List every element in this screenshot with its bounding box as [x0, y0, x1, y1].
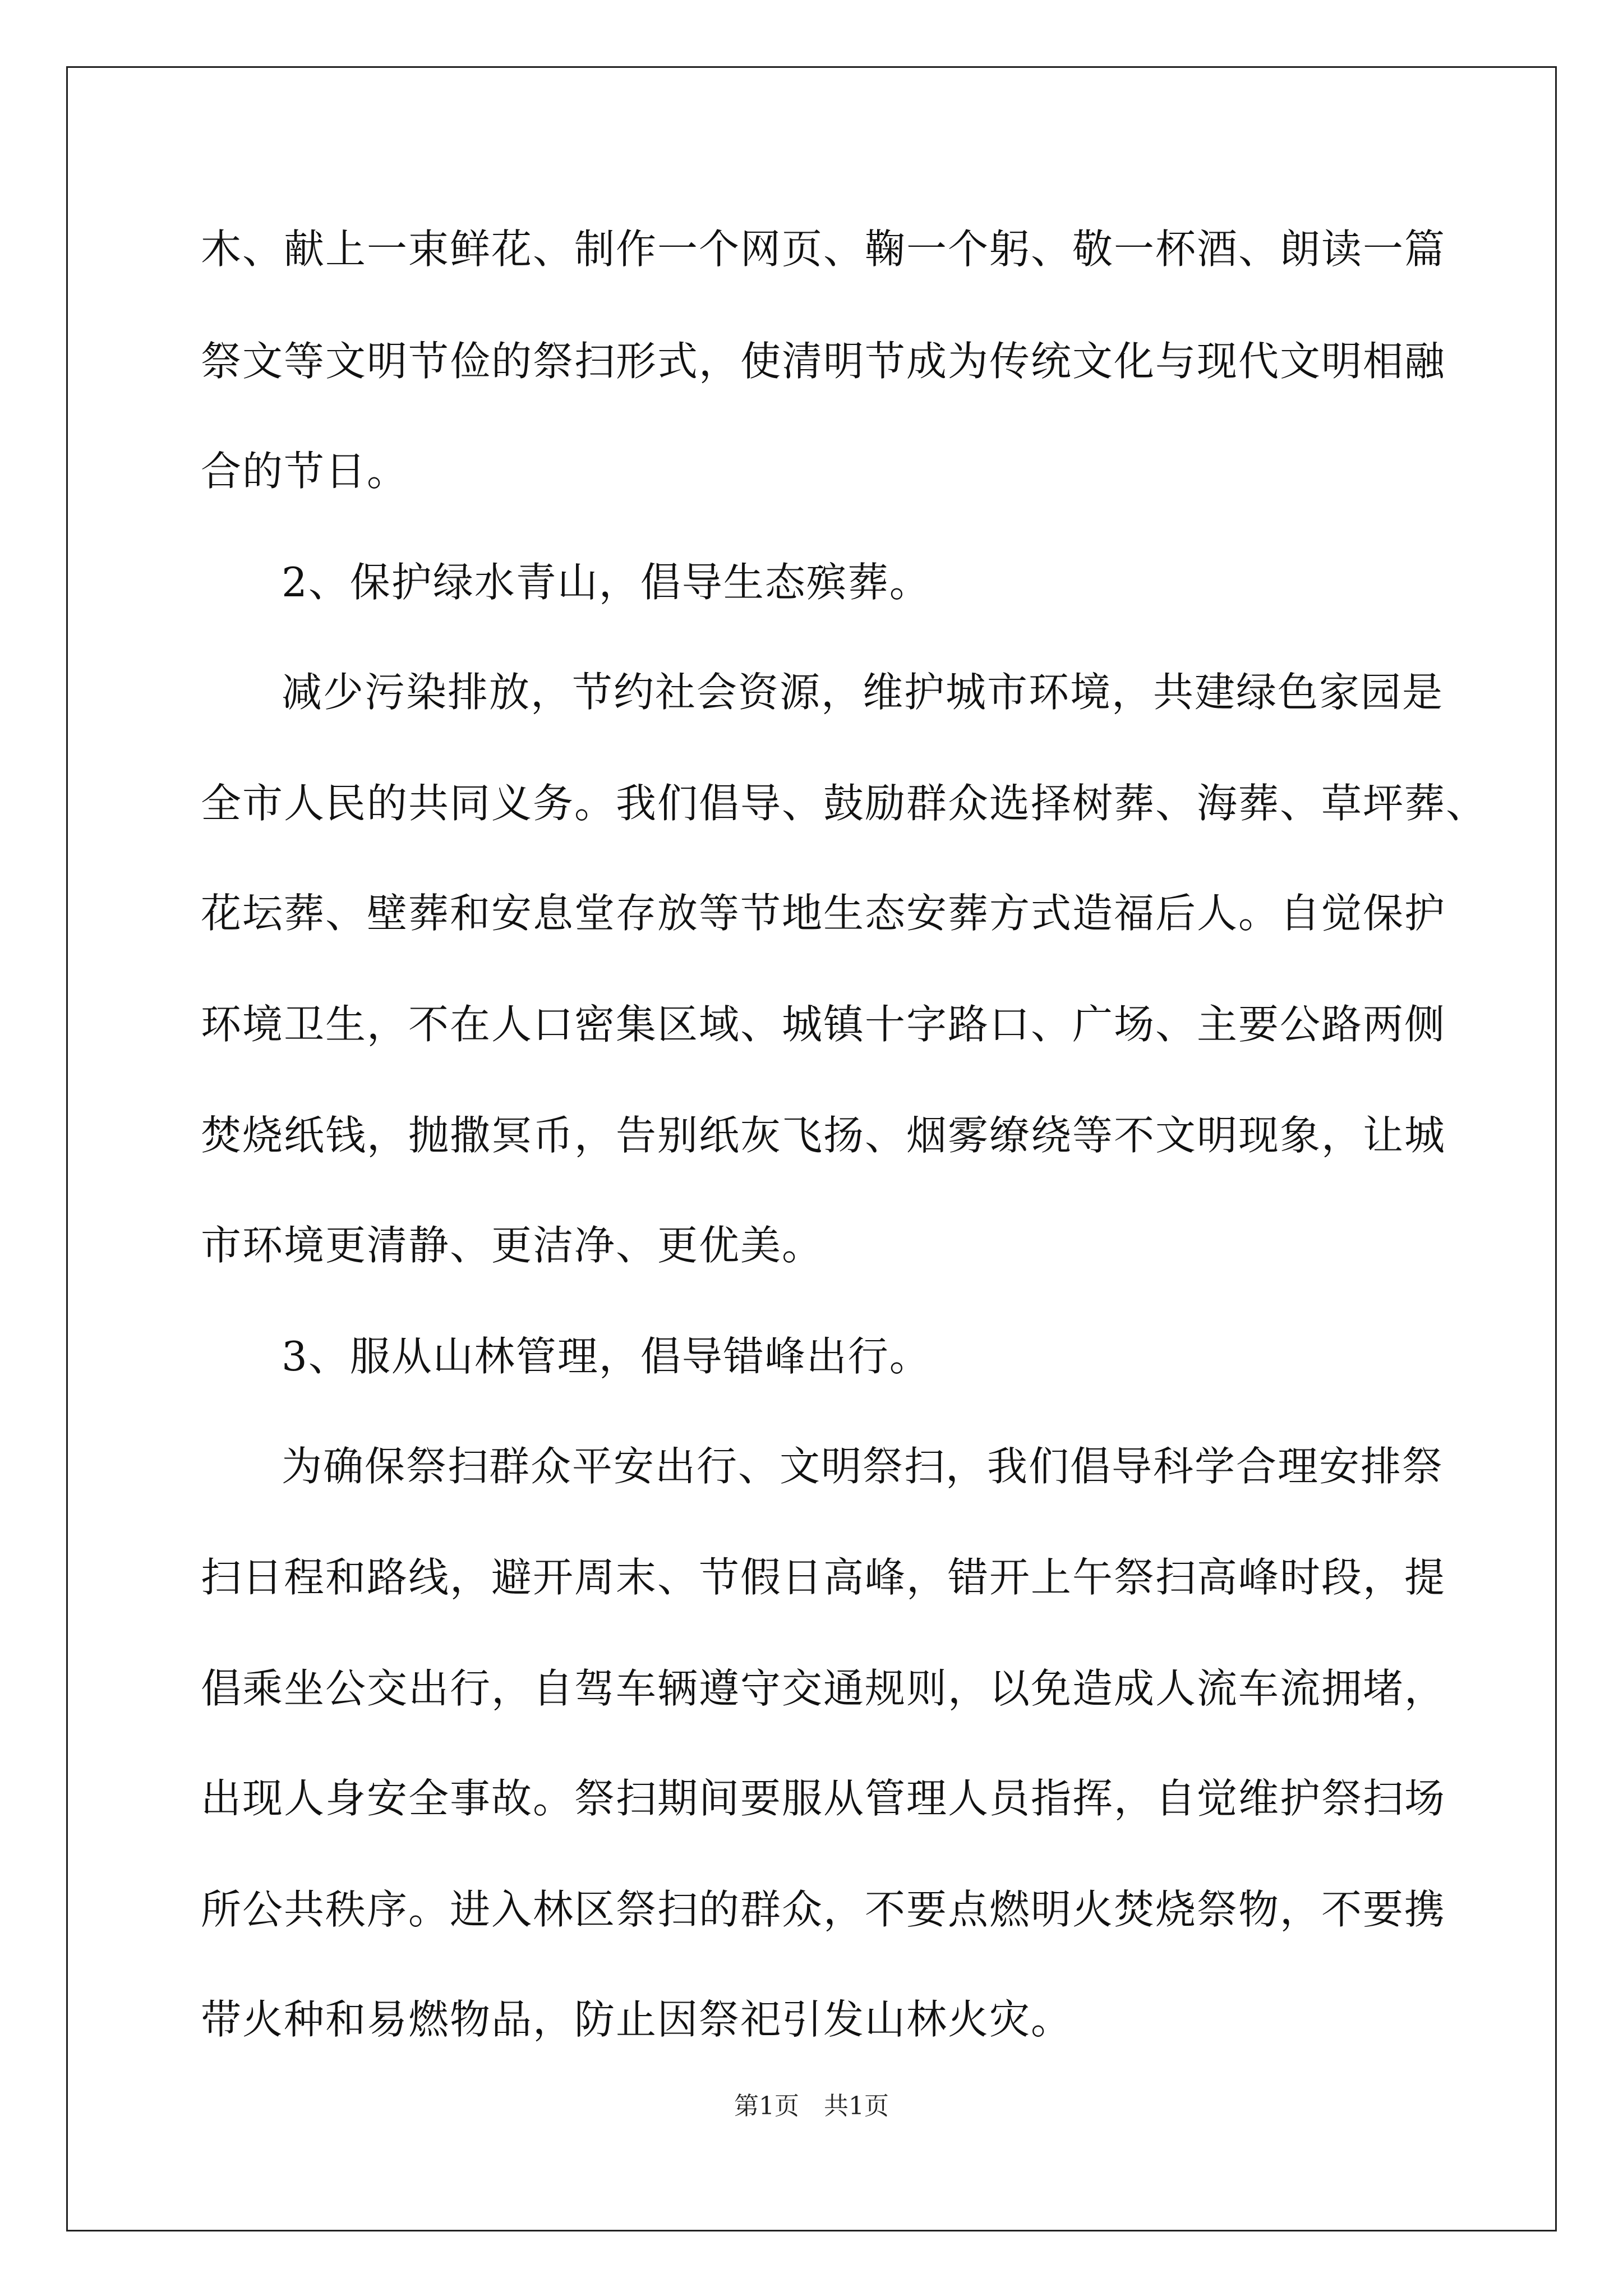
text-line: 环境卫生，不在人口密集区域、城镇十字路口、广场、主要公路两侧: [201, 1001, 1446, 1048]
text-line: 减少污染排放，节约社会资源，维护城市环境，共建绿色家园是: [282, 669, 1444, 716]
text-line: 花坛葬、壁葬和安息堂存放等节地生态安葬方式造福后人。自觉保护: [201, 890, 1446, 937]
text-line: 合的节日。: [201, 448, 409, 495]
page-number-current: 第1页: [734, 2092, 799, 2120]
text-line: 祭文等文明节俭的祭扫形式，使清明节成为传统文化与现代文明相融: [201, 338, 1446, 385]
page-footer: [0, 2090, 1623, 2123]
text-line: 为确保祭扫群众平安出行、文明祭扫，我们倡导科学合理安排祭: [282, 1443, 1444, 1490]
text-line: 出现人身安全事故。祭扫期间要服从管理人员指挥，自觉维护祭扫场: [201, 1775, 1446, 1822]
text-line: 焚烧纸钱，抛撒冥币，告别纸灰飞扬、烟雾缭绕等不文明现象，让城: [201, 1112, 1446, 1159]
text-line: 倡乘坐公交出行，自驾车辆遵守交通规则，以免造成人流车流拥堵，: [201, 1665, 1446, 1712]
text-line: 扫日程和路线，避开周末、节假日高峰，错开上午祭扫高峰时段，提: [201, 1554, 1446, 1601]
text-line: 市环境更清静、更洁净、更优美。: [201, 1222, 824, 1269]
text-line: 全市人民的共同义务。我们倡导、鼓励群众选择树葬、海葬、草坪葬、: [201, 780, 1488, 827]
text-line: 带火种和易燃物品，防止因祭祀引发山林火灾。: [201, 1996, 1073, 2043]
page-number-total: 共1页: [824, 2092, 889, 2120]
section-heading: 2、保护绿水青山，倡导生态殡葬。: [282, 559, 931, 606]
text-line: 木、献上一束鲜花、制作一个网页、鞠一个躬、敬一杯酒、朗读一篇: [201, 226, 1446, 273]
text-line: 所公共秩序。进入林区祭扫的群众，不要点燃明火焚烧祭物，不要携: [201, 1886, 1446, 1933]
section-heading: 3、服从山林管理，倡导错峰出行。: [282, 1333, 931, 1380]
